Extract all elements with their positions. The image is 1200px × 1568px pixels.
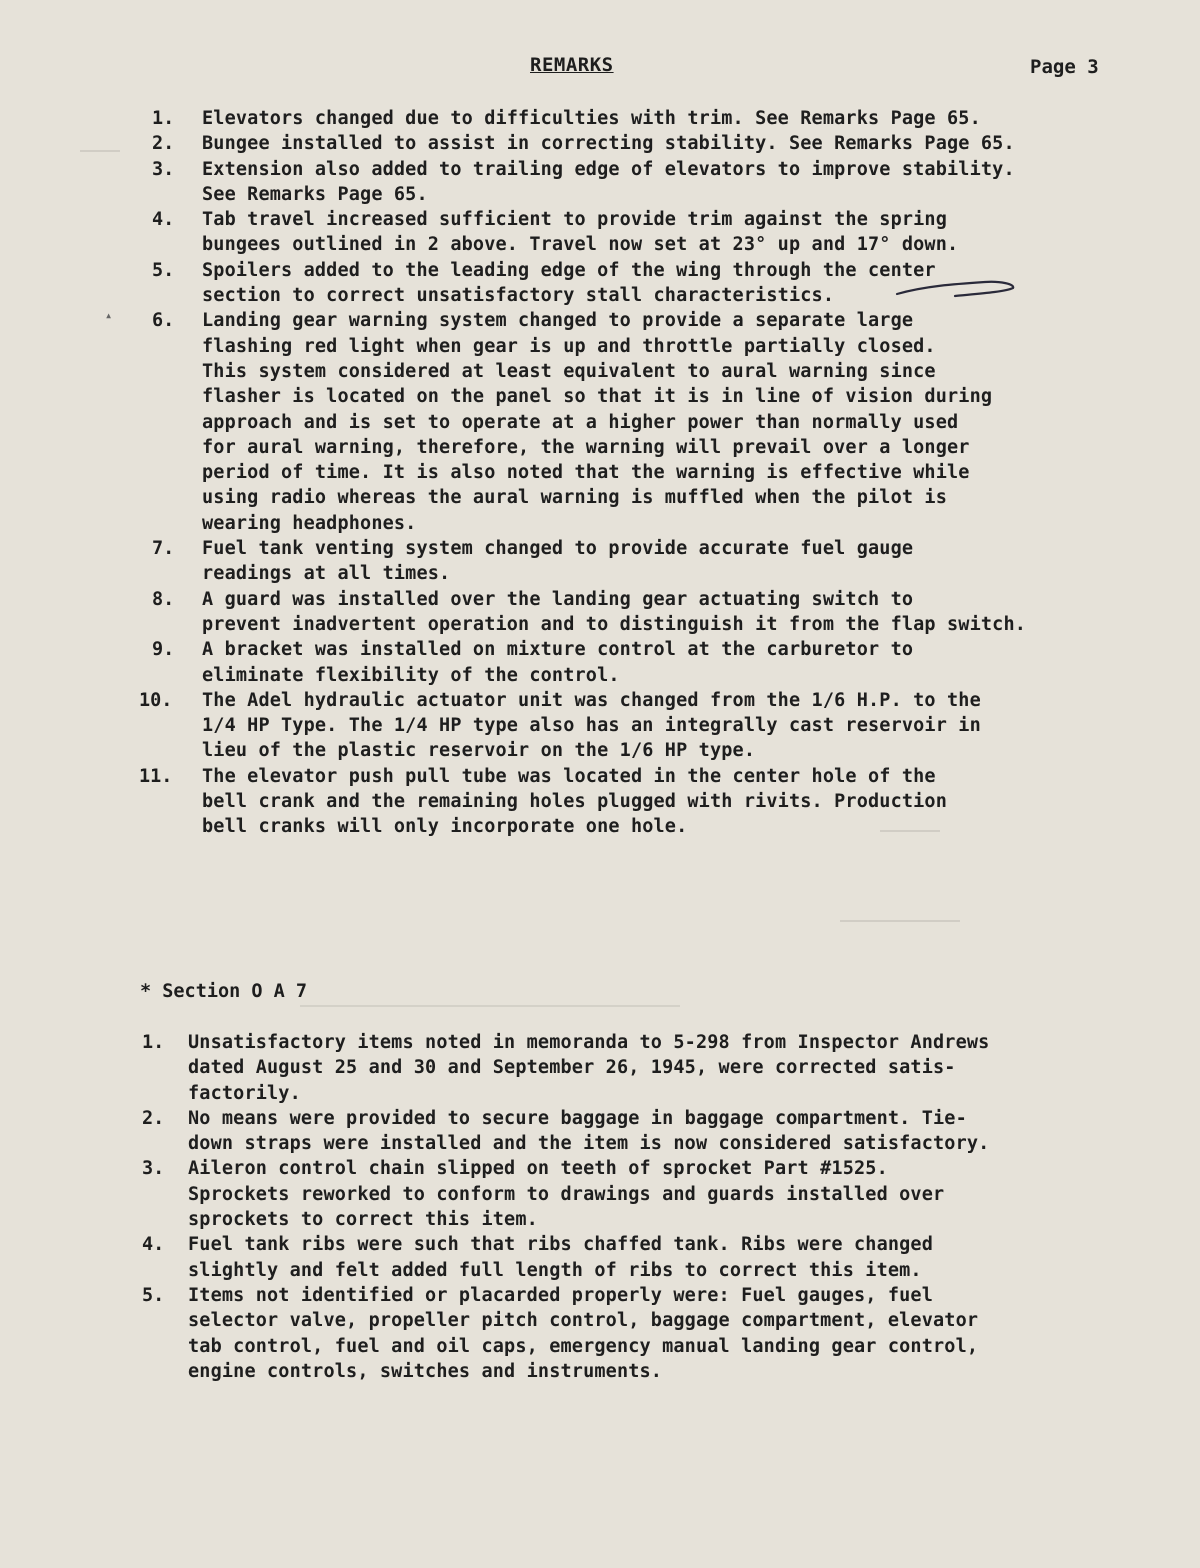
item-text: Unsatisfactory items noted in memoranda to 5-298 from Inspector Andrews dated August 25 and 30 and September 26, 1945, were corrected satis- factorily. [188,1032,990,1104]
item-number: 2. [152,133,175,155]
item-text: Elevators changed due to difficulties with trim. See Remarks Page 65. [202,108,981,129]
item-number: 2. [142,1107,165,1129]
bleed-through-mark [840,920,960,922]
item-text: Extension also added to trailing edge of elevators to improve stability. See Remarks Page 65. [202,158,1015,205]
item-text: Tab travel increased sufficient to provide trim against the spring bungees outlined in 2 above. Travel now set at 23° up and 17° down. [202,209,959,256]
section-title: * Section O A 7 [140,981,308,1002]
item-text: The elevator push pull tube was located in the center hole of the bell crank and the remaining holes plugged with rivits. Production bell cranks will only incorporate one hole. [202,765,948,838]
item-text: Fuel tank ribs were such that ribs chaffed tank. Ribs were changed slightly and felt added full length of ribs to correct this item. [188,1234,934,1281]
item-number: 5. [152,259,175,281]
item-number: 1. [142,1032,165,1053]
list-item [152,637,1112,688]
section-items-list [142,1030,1102,1384]
item-text: Bungee installed to assist in correcting stability. See Remarks Page 65. [202,133,1015,155]
item-number: 7. [152,538,175,560]
item-text: Items not identified or placarded properly were: Fuel gauges, fuel selector valve, propeller pitch control, baggage compartment, elevator tab control, fuel and oil caps, emergency manual landing gear control, engine controls, switches and instruments. [188,1284,979,1382]
item-text: The Adel hydraulic actuator unit was changed from the 1/6 H.P. to the 1/4 HP Type. The 1/4 HP type also has an integrally cast reservoir in lieu of the plastic reservoir on the 1/6 HP type. [202,689,981,762]
item-text: A guard was installed over the landing gear actuating switch to prevent inadvertent operation and to distinguish it from the flap switch. [202,588,1027,635]
list-item [139,688,1112,764]
item-text: Aileron control chain slipped on teeth of sprocket Part #1525. Sprockets reworked to conform to drawings and guards installed over sprockets to correct this item. [188,1158,945,1231]
item-text: A bracket was installed on mixture control at the carburetor to eliminate flexibility of the control. [202,639,914,686]
item-number: 10. [139,689,173,711]
list-item [139,764,1112,840]
list-item [152,131,1112,156]
list-item [152,308,1112,536]
list-item [142,1106,1102,1157]
list-item [142,1232,1102,1283]
item-number: 4. [152,209,175,231]
item-number: 9. [152,639,175,661]
list-item [152,106,1112,131]
page-heading: REMARKS [530,54,614,76]
item-number: 3. [142,1158,165,1180]
item-text: No means were provided to secure baggage in baggage compartment. Tie- down straps were installed and the item is now considered satisfactory. [188,1107,990,1155]
list-item [142,1156,1102,1232]
item-text: Fuel tank venting system changed to provide accurate fuel gauge readings at all times. [202,538,914,585]
page-number: Page 3 [1030,56,1099,78]
item-number: 1. [152,108,175,129]
item-text: Spoilers added to the leading edge of the wing through the center section to correct unsatisfactory stall characteristics. [202,259,936,307]
item-number: 8. [152,588,175,610]
bleed-through-mark [300,1005,680,1007]
list-item [152,207,1112,258]
list-item [152,258,1112,309]
item-text: Landing gear warning system changed to provide a separate large flashing red light when gear is up and throttle partially closed. This system considered at least equivalent to aural warning since flasher is located on the panel so that it is in line of vision during approach and is set to operate at a higher power than normally used for aural warning, therefore, the warning will prevail over a longer period of time. It is also noted that the warning is effective while using radio whereas the aural warning is muffled when the pilot is wearing headphones. [202,310,993,534]
remarks-list [139,106,1112,840]
item-number: 4. [142,1234,165,1256]
list-item [142,1030,1102,1106]
bleed-through-mark [80,150,120,152]
list-item [152,157,1112,208]
item-number: 11. [139,765,173,787]
list-item [152,536,1112,587]
item-number: 6. [152,310,175,332]
list-item [142,1283,1102,1384]
margin-mark: ▴ [105,308,113,322]
list-item [152,587,1112,638]
item-number: 3. [152,158,175,180]
item-number: 5. [142,1284,165,1306]
